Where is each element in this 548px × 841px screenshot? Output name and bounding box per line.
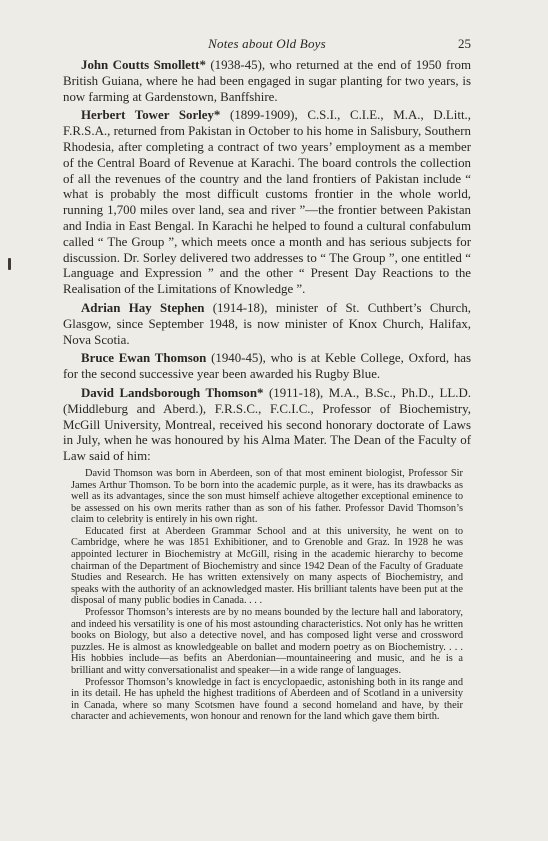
quote-paragraph: Professor Thomson’s knowledge in fact is encyclopaedic, astonishing both in its range and in its detail. He has upheld the highest traditions of Aberdeen and of Scotland in a university in Canada, where so many Scotsmen have found a second homeland and have, by their character and achievements, won honour and renown for the land which gave them birth.	[71, 676, 463, 723]
entry-name: David Landsborough Thomson*	[81, 385, 264, 400]
entry-name: Bruce Ewan Thomson	[81, 351, 207, 366]
entry-name: Herbert Tower Sorley*	[81, 108, 221, 123]
page-number: 25	[458, 36, 471, 51]
margin-mark	[8, 258, 11, 270]
entry-text: (1940-45), who is at Keble College, Oxford, has for the second successive year been awarded his Rugby Blue.	[63, 351, 472, 382]
entry-text: (1938-45), who returned at the end of 1950 from British Guiana, where he had been engaged in sugar planting for two years, is now farming at Gardenstown, Banffshire.	[63, 58, 471, 104]
entry-david-thomson	[63, 386, 471, 465]
quote-paragraph: Educated first at Aberdeen Grammar School and at this university, he went on to Cambridge, where he was 1851 Exhibitioner, and to Grenoble and Graz. In 1928 he was appointed lecturer in Biochemistry at McGill, rising in the academic hierarchy to become chairman of the Department of Biochemistry and since 1942 Dean of the Faculty of Graduate Studies and Research. He has written extensively on many aspects of Biochemistry, and speaks with the authority of an acknowledged master. His brilliant talents have been put at the disposal of many public bodies in Canada. . . .	[71, 525, 463, 607]
quote-paragraph: Professor Thomson’s interests are by no means bounded by the lecture hall and laboratory, and indeed his versatility is one of his most astounding characteristics. Not only has he written books on Biology, but also a detective novel, and has composed light verse and crossword puzzles. He is almost as knowledgeable on ballet and modern poetry as on Biochemistry. . . . His hobbies include—as befits an Aberdonian—mountaineering and music, and he is a brilliant and witty conversationalist and speaker—in a wide range of languages.	[71, 607, 463, 677]
quote-paragraph: David Thomson was born in Aberdeen, son of that most eminent biologist, Professor Sir James Arthur Thomson. To be born into the academic purple, as it were, has its drawbacks as well as its advantages, since the son must himself achieve altogether exceptional eminence to be assessed on his own merits rather than as son of his father. Professor David Thomson’s claim to celebrity is entirely in his own right.	[71, 467, 463, 526]
entry-text: (1899-1909), C.S.I., C.I.E., M.A., D.Litt., F.R.S.A., returned from Pakistan in October to his home in Salisbury, Southern Rhodesia, after completing a contract of two years’ employment as a member of the Central Board of Revenue at Karachi. The board controls the collection of all the revenues of the country and the land frontiers of Pakistan include “ what is probably the most difficult customs frontier in the whole world, running 1,700 miles over land, sea and river ”—the frontier between Pakistan and India in East Bengal. In Karachi he helped to found a cultural confabulum called “ The Group ”, which meets once a month and has serious subjects for discussion. Dr. Sorley delivered two addresses to “ The Group ”, one entitled “ Language and Expression ” and the other “ Present Day Reactions to the Realisation of the Limitations of Knowledge ”.	[63, 108, 471, 297]
entry-text: (1911-18), M.A., B.Sc., Ph.D., LL.D. (Middleburg and Aberd.), F.R.S.C., F.C.I.C., Professor of Biochemistry, McGill University, Montreal, received his second honorary doctorate of Laws in July, when he was honoured by his Alma Mater. The Dean of the Faculty of Law said of him:	[63, 385, 471, 464]
entry-bruce-thomson	[63, 351, 471, 383]
block-quote	[63, 468, 471, 723]
page	[63, 36, 471, 723]
entry-text: (1914-18), minister of St. Cuthbert’s Church, Glasgow, since September 1948, is now minister of Knox Church, Halifax, Nova Scotia.	[63, 300, 471, 347]
entry-name: Adrian Hay Stephen	[81, 300, 205, 315]
entry-stephen	[63, 301, 471, 348]
page-header	[63, 36, 471, 58]
running-title: Notes about Old Boys	[208, 36, 326, 51]
entry-name: John Coutts Smollett*	[81, 58, 206, 72]
entry-sorley	[63, 108, 471, 298]
entry-smollett	[63, 58, 471, 105]
